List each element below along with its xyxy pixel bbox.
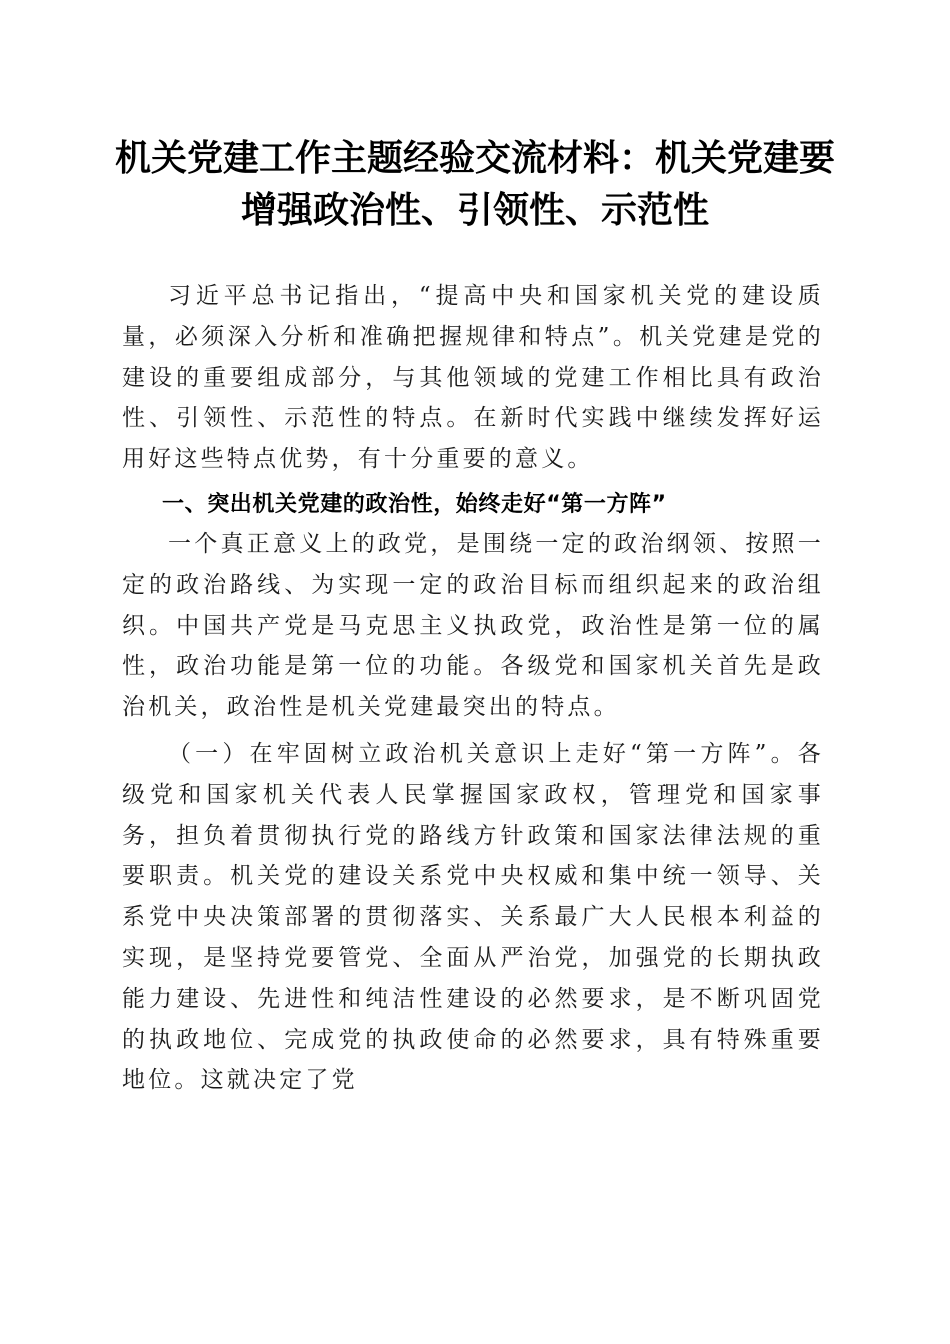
subsection-1-paragraph: （一）在牢固树立政治机关意识上走好“第一方阵”。各级党和国家机关代表人民掌握国家政权，管理党和国家事务，担负着贯彻执行党的路线方针政策和国家法律法规的重要职责。机关党的建设关系党中央权威和集中统一领导、关系党中央决策部署的贯彻落实、关系最广大人民根本利益的实现，是坚持党要管党、全面从严治党，加强党的长期执政能力建设、先进性和纯洁性建设的必然要求，是不断巩固党的执政地位、完成党的执政使命的必然要求，具有特殊重要地位。这就决定了党 — [122, 740, 824, 1094]
document-body — [122, 276, 824, 1101]
section-1-paragraph: 一个真正意义上的政党，是围绕一定的政治纲领、按照一定的政治路线、为实现一定的政治目标而组织起来的政治组织。中国共产党是马克思主义执政党，政治性是第一位的属性，政治功能是第一位的功能。各级党和国家机关首先是政治机关，政治性是机关党建最突出的特点。 — [122, 530, 824, 721]
title-line-2: 增强政治性、引领性、示范性 — [240, 189, 709, 231]
title-line-1: 机关党建工作主题经验交流材料：机关党建要 — [114, 137, 835, 179]
section-1-heading: 一、突出机关党建的政治性，始终走好“第一方阵” — [162, 491, 667, 517]
intro-paragraph: 习近平总书记指出，“提高中央和国家机关党的建设质量，必须深入分析和准确把握规律和特点”。机关党建是党的建设的重要组成部分，与其他领域的党建工作相比具有政治性、引领性、示范性的特点。在新时代实践中继续发挥好运用好这些特点优势，有十分重要的意义。 — [122, 283, 824, 473]
document-title — [100, 132, 850, 236]
